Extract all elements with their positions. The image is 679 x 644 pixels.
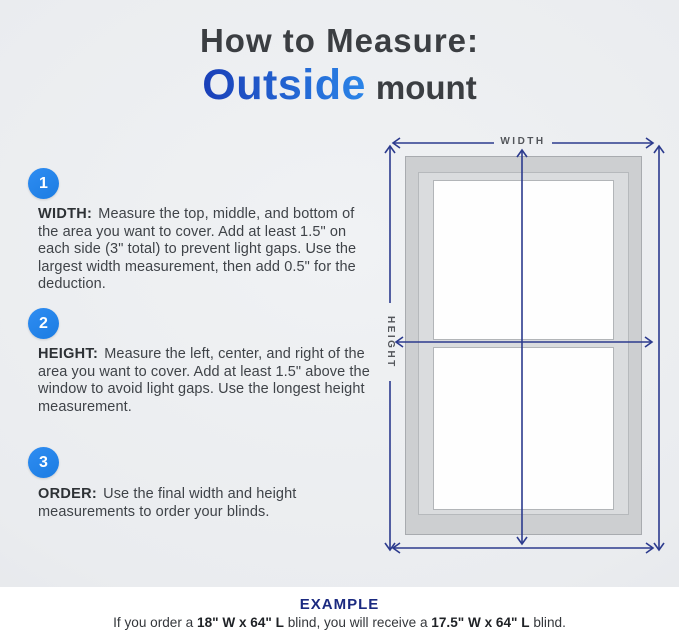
height-dimension-label: HEIGHT [385, 315, 396, 369]
center-vertical-arrow [517, 150, 527, 544]
example-ordered-size: 18" W x 64" L [197, 615, 284, 630]
step-1-label: WIDTH: [38, 206, 93, 222]
window-measurement-diagram [380, 133, 670, 563]
example-received-size: 17.5" W x 64" L [431, 615, 530, 630]
step-2-body: Measure the left, center, and right of the area you want to cover. Add at least 1.5" above the window to avoid light gaps. Use the longest height measurement. [38, 346, 370, 415]
width-dimension-label: WIDTH [500, 136, 546, 147]
step-1-badge [28, 168, 59, 199]
step-3-number: 3 [39, 453, 48, 471]
title-mount-word: mount [375, 69, 477, 106]
step-2-label: HEIGHT: [38, 346, 99, 362]
example-sentence [0, 615, 679, 630]
example-footer [0, 587, 679, 644]
example-prefix: If you order a [113, 615, 198, 630]
title-line2 [0, 61, 679, 110]
step-2-badge [28, 308, 59, 339]
step-2-number: 2 [39, 314, 48, 332]
step-2-text [38, 346, 378, 416]
example-heading: EXAMPLE [299, 596, 380, 613]
example-suffix: blind. [529, 615, 566, 630]
step-3-badge [28, 447, 59, 478]
width-arrow-bottom [393, 543, 653, 553]
step-3-body: Use the final width and height measurements to order your blinds. [38, 486, 297, 520]
title-mount-type: Outside [202, 61, 366, 109]
example-middle: blind, you will receive a [283, 615, 432, 630]
step-3-label: ORDER: [38, 486, 97, 502]
step-1-number: 1 [39, 174, 48, 192]
step-3-text [38, 486, 378, 521]
measurement-arrows [380, 133, 670, 563]
title-line1: How to Measure: [199, 22, 480, 59]
height-arrow-right [654, 146, 664, 550]
page-title [0, 22, 679, 110]
center-horizontal-arrow [396, 337, 652, 347]
step-1-text [38, 206, 378, 294]
step-1-body: Measure the top, middle, and bottom of the area you want to cover. Add at least 1.5" on each side (3" total) to prevent light gaps. Use the largest width measurement, then add 0.5" for the deduction. [38, 206, 357, 292]
